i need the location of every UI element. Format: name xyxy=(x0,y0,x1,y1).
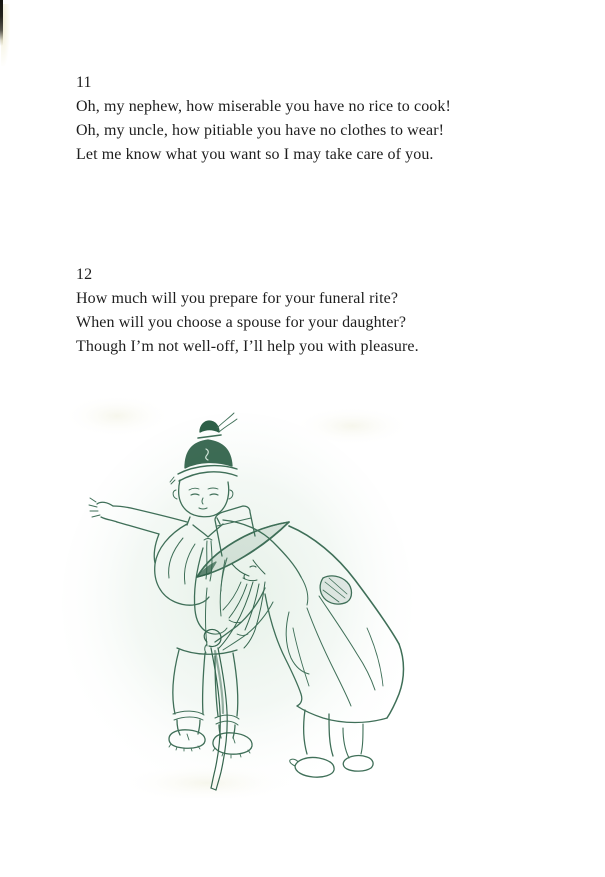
stanza-number: 11 xyxy=(76,74,92,91)
verse-line: Oh, my nephew, how miserable you have no rice to cook! xyxy=(76,98,451,115)
stanza-12 xyxy=(76,263,576,359)
verse-line: Let me know what you want so I may take care of you. xyxy=(76,146,434,163)
verse-line: How much will you prepare for your funeral rite? xyxy=(76,290,399,307)
scan-artifact xyxy=(0,0,12,72)
stanza-11 xyxy=(76,71,576,167)
verse-line: Though I’m not well-off, I’ll help you with pleasure. xyxy=(76,338,419,355)
verse-line: When will you choose a spouse for your daughter? xyxy=(76,314,407,331)
verse-line: Oh, my uncle, how pitiable you have no clothes to wear! xyxy=(76,122,445,139)
scan-artifact-sliver xyxy=(0,0,3,46)
illustration-svg xyxy=(57,398,417,798)
illustration-two-figures xyxy=(57,398,417,798)
stanza-number: 12 xyxy=(76,266,93,283)
paper-wash xyxy=(62,398,412,798)
